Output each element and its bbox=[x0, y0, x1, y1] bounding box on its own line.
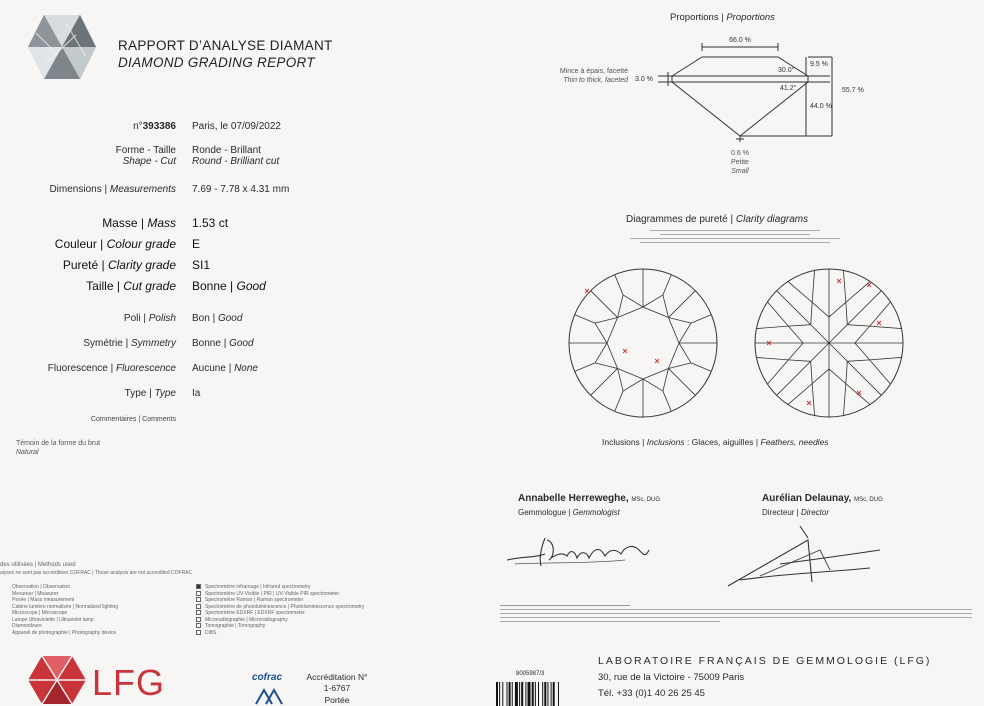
facet-line bbox=[618, 295, 624, 318]
lab-name: LABORATOIRE FRANÇAIS DE GEMMOLOGIE (LFG) bbox=[598, 655, 932, 667]
barcode-bar bbox=[553, 682, 555, 706]
barcode-bar bbox=[544, 682, 546, 706]
inclusion-mark bbox=[857, 391, 861, 395]
method-item: Spectromètre infrarouge | Infrared spectrometry bbox=[196, 584, 364, 591]
checkbox-icon bbox=[196, 623, 201, 628]
crown-angle-value: 30.0° bbox=[778, 67, 795, 74]
facet-line bbox=[788, 360, 810, 361]
method-item: Observation | Observation bbox=[12, 584, 70, 590]
culet-info: 0.6 % Petite Small bbox=[731, 150, 749, 175]
facet-line bbox=[870, 360, 891, 384]
barcode-bar bbox=[525, 682, 526, 706]
accreditation-block: Accréditation N° 1-6767 Portée bbox=[306, 672, 368, 705]
facet-line bbox=[668, 318, 691, 324]
barcode-bar bbox=[542, 682, 543, 706]
clarity-value: SI1 bbox=[192, 258, 211, 272]
polish-value: Bon | Good bbox=[192, 313, 243, 324]
facet-line bbox=[767, 360, 788, 384]
barcode-bar bbox=[512, 682, 513, 706]
facet-line bbox=[668, 343, 679, 368]
barcode-bar bbox=[551, 682, 552, 706]
gemmologist-signature-block: Annabelle Herreweghe, MSc, DUG Gemmologue | Gemmologist bbox=[518, 493, 661, 517]
shape-value: Ronde - Brillant Round - Brilliant cut bbox=[192, 145, 280, 167]
barcode-bar bbox=[521, 682, 523, 706]
colour-value: E bbox=[192, 237, 201, 251]
checkbox-icon bbox=[196, 584, 201, 589]
barcode-bar bbox=[509, 682, 511, 706]
facet-line bbox=[591, 291, 618, 318]
facet-line bbox=[668, 318, 679, 343]
facet-line bbox=[777, 343, 829, 395]
barcode bbox=[496, 682, 578, 706]
facet-line bbox=[870, 326, 902, 328]
facet-line bbox=[812, 384, 814, 416]
clarity-label: Pureté | Clarity grade bbox=[62, 258, 176, 272]
facet-line bbox=[846, 302, 847, 324]
method-item: Lampe Ultraviolette | Ultraviolet lamp bbox=[12, 616, 94, 623]
method-item: Spectromètre de photoluminescence | Photoluminescence spectrometry bbox=[196, 604, 364, 611]
diamond-logo-icon bbox=[26, 13, 98, 81]
facet-line bbox=[575, 363, 595, 371]
facet-line bbox=[668, 368, 695, 395]
facet-line bbox=[595, 343, 607, 363]
clarity-diagrams-title: Diagrammes de pureté | Clarity diagrams bbox=[626, 214, 809, 225]
dimensions-label: Dimensions | Measurements bbox=[49, 184, 176, 195]
facet-line bbox=[623, 379, 643, 391]
clarity-legend bbox=[620, 228, 850, 246]
barcode-bar bbox=[535, 682, 536, 706]
checkbox-icon bbox=[196, 591, 201, 596]
inclusion-mark bbox=[623, 349, 627, 353]
facet-line bbox=[788, 326, 803, 343]
facet-line bbox=[615, 391, 623, 411]
methods-left-list bbox=[12, 584, 118, 636]
fine-print bbox=[500, 602, 972, 625]
facet-line bbox=[829, 369, 846, 384]
total-depth-value: 55.7 % bbox=[842, 87, 864, 94]
checkbox-icon bbox=[196, 597, 201, 602]
facet-line bbox=[811, 361, 812, 383]
pavilion-view-diagram bbox=[752, 266, 906, 420]
barcode-bar bbox=[507, 682, 508, 706]
facet-line bbox=[575, 315, 595, 323]
method-item: Diamondsure bbox=[12, 623, 42, 629]
barcode-bar bbox=[499, 682, 500, 706]
girdle-value: 3.0 % bbox=[635, 76, 653, 83]
method-item: Microscope | Microscope bbox=[12, 610, 68, 616]
cut-value: Bonne | Good bbox=[192, 279, 266, 293]
facet-line bbox=[663, 295, 669, 318]
dimensions-value: 7.69 - 7.78 x 4.31 mm bbox=[192, 184, 290, 195]
inclusions-text: Inclusions | Inclusions : Glaces, aiguilles | Feathers, needles bbox=[602, 437, 829, 447]
facet-line bbox=[843, 270, 845, 302]
type-label: Type | Type bbox=[124, 388, 176, 399]
facet-line bbox=[847, 360, 869, 361]
facet-line bbox=[767, 302, 788, 326]
mass-label: Masse | Mass bbox=[102, 216, 176, 230]
facet-line bbox=[618, 368, 624, 391]
place-date: Paris, le 07/09/2022 bbox=[192, 121, 281, 132]
symmetry-label: Symétrie | Symmetry bbox=[83, 338, 176, 349]
proportions-diagram bbox=[620, 26, 880, 150]
inclusion-mark bbox=[807, 401, 811, 405]
facet-line bbox=[618, 368, 643, 379]
facet-line bbox=[691, 315, 711, 323]
facet-line bbox=[591, 368, 618, 395]
facet-line bbox=[691, 363, 711, 371]
facet-line bbox=[663, 368, 669, 391]
method-item: Spectromètre UV-Visible | PIR | UV-Visible PIR spectrometer bbox=[196, 591, 364, 598]
type-value: Ia bbox=[192, 388, 201, 399]
director-signature-block: Aurélian Delaunay, MSc, DUG Directeur | Director bbox=[762, 493, 883, 517]
facet-line bbox=[618, 307, 643, 318]
colour-label: Couleur | Colour grade bbox=[54, 237, 176, 251]
facet-line bbox=[829, 291, 881, 343]
report-number: n°393386 bbox=[133, 121, 176, 132]
inclusion-mark bbox=[655, 359, 659, 363]
facet-line bbox=[663, 275, 671, 295]
shape-label: Forme - Taille Shape - Cut bbox=[115, 145, 176, 167]
fluorescence-value: Aucune | None bbox=[192, 363, 258, 374]
facet-line bbox=[643, 379, 663, 391]
barcode-bar bbox=[519, 682, 520, 706]
methods-title: des utilisées | Methods used bbox=[0, 562, 76, 568]
facet-line bbox=[595, 318, 618, 324]
facet-line bbox=[607, 343, 618, 368]
checkbox-icon bbox=[196, 604, 201, 609]
method-item: Appareil de photographie | Photography device bbox=[12, 629, 117, 636]
gemmologist-signature-icon bbox=[505, 528, 655, 570]
method-item: DiBS bbox=[196, 630, 364, 637]
barcode-bar bbox=[496, 682, 498, 706]
facet-line bbox=[668, 291, 695, 318]
method-item: Tomographie | Tomography bbox=[196, 623, 364, 630]
checkbox-icon bbox=[196, 630, 201, 635]
inclusion-mark bbox=[585, 289, 589, 293]
facet-line bbox=[843, 384, 845, 416]
methods-note: alyses ne sont pas accréditées COFRAC | Those analysis are not accredited COFRAC bbox=[0, 570, 193, 576]
fluorescence-label: Fluorescence | Fluorescence bbox=[47, 363, 176, 374]
lab-address: 30, rue de la Victoire - 75009 Paris bbox=[598, 672, 745, 683]
method-item: Microradiographie | Microradiography bbox=[196, 617, 364, 624]
facet-line bbox=[829, 343, 881, 395]
rough-witness: Témoin de la forme du brut Natural bbox=[16, 440, 101, 456]
pavilion-angle-value: 41.2° bbox=[780, 85, 797, 92]
facet-line bbox=[788, 325, 810, 326]
facet-line bbox=[595, 323, 607, 343]
polish-label: Poli | Polish bbox=[123, 313, 176, 324]
crown-view-diagram bbox=[566, 266, 720, 420]
method-item: Spectromètre EDXRF | EDXRF spectrometer bbox=[196, 610, 364, 617]
girdle-label: Mince à épais, facetté Thin to thick, faceted bbox=[559, 68, 628, 84]
cofrac-emblem-icon bbox=[254, 686, 284, 706]
director-signature-icon bbox=[720, 520, 890, 592]
barcode-bar bbox=[547, 682, 548, 706]
barcode-bar bbox=[502, 682, 503, 706]
crown-height-value: 9.5 % bbox=[810, 61, 828, 68]
facet-line bbox=[679, 343, 691, 363]
pavilion-depth-value: 44.0 % bbox=[810, 103, 832, 110]
mass-value: 1.53 ct bbox=[192, 216, 229, 230]
method-item: Pesée | Mass measurement bbox=[12, 597, 75, 603]
method-item: Cabine lumière normalisée | Normalized lighting bbox=[12, 603, 119, 610]
facet-line bbox=[623, 295, 643, 307]
facet-line bbox=[777, 291, 829, 343]
method-item: Mesureur | Measurer bbox=[12, 590, 59, 597]
barcode-bar bbox=[538, 682, 539, 706]
facet-line bbox=[811, 302, 812, 324]
checkbox-icon bbox=[196, 617, 201, 622]
facet-line bbox=[668, 363, 691, 369]
facet-line bbox=[829, 302, 846, 317]
comments-label: Commentaires | Comments bbox=[90, 416, 176, 423]
facet-line bbox=[788, 343, 803, 360]
facet-line bbox=[846, 281, 870, 302]
inclusion-mark bbox=[877, 321, 881, 325]
checkbox-icon bbox=[196, 610, 201, 615]
facet-line bbox=[846, 361, 847, 383]
facet-line bbox=[595, 363, 618, 369]
facet-line bbox=[870, 357, 902, 359]
facet-line bbox=[756, 357, 788, 359]
inclusion-mark bbox=[837, 279, 841, 283]
barcode-bar bbox=[532, 682, 534, 706]
facet-line bbox=[643, 307, 668, 318]
facet-line bbox=[679, 323, 691, 343]
facet-line bbox=[607, 318, 618, 343]
facet-line bbox=[643, 295, 663, 307]
facet-line bbox=[643, 368, 668, 379]
report-title-fr: RAPPORT D’ANALYSE DIAMANT bbox=[118, 38, 333, 53]
barcode-bar bbox=[515, 682, 518, 706]
facet-line bbox=[756, 326, 788, 328]
facet-line bbox=[855, 326, 870, 343]
lfg-logo-text: LFG bbox=[92, 662, 166, 703]
facet-line bbox=[855, 343, 870, 360]
barcode-bar bbox=[528, 682, 531, 706]
table-value: 66.0 % bbox=[729, 37, 751, 44]
inclusion-mark bbox=[867, 283, 871, 287]
report-title-en: DIAMOND GRADING REPORT bbox=[118, 55, 315, 70]
proportions-title: Proportions | Proportions bbox=[670, 12, 775, 23]
barcode-number: 8005987/3 bbox=[516, 671, 545, 677]
symmetry-value: Bonne | Good bbox=[192, 338, 254, 349]
facet-line bbox=[812, 270, 814, 302]
facet-line bbox=[812, 369, 829, 384]
barcode-bar bbox=[558, 682, 559, 706]
facet-line bbox=[812, 302, 829, 317]
facet-line bbox=[788, 281, 812, 302]
facet-line bbox=[847, 325, 869, 326]
facet-line bbox=[663, 391, 671, 411]
method-item: Spectromètre Raman | Raman spectrometer bbox=[196, 597, 364, 604]
cofrac-logo: cofrac bbox=[252, 672, 283, 683]
facet-line bbox=[788, 384, 812, 405]
cut-label: Taille | Cut grade bbox=[86, 279, 176, 293]
lfg-logo-icon bbox=[28, 654, 86, 706]
methods-right-list bbox=[196, 584, 364, 636]
lab-phone: Tél. +33 (0)1 40 26 25 45 bbox=[598, 688, 705, 699]
facet-line bbox=[615, 275, 623, 295]
